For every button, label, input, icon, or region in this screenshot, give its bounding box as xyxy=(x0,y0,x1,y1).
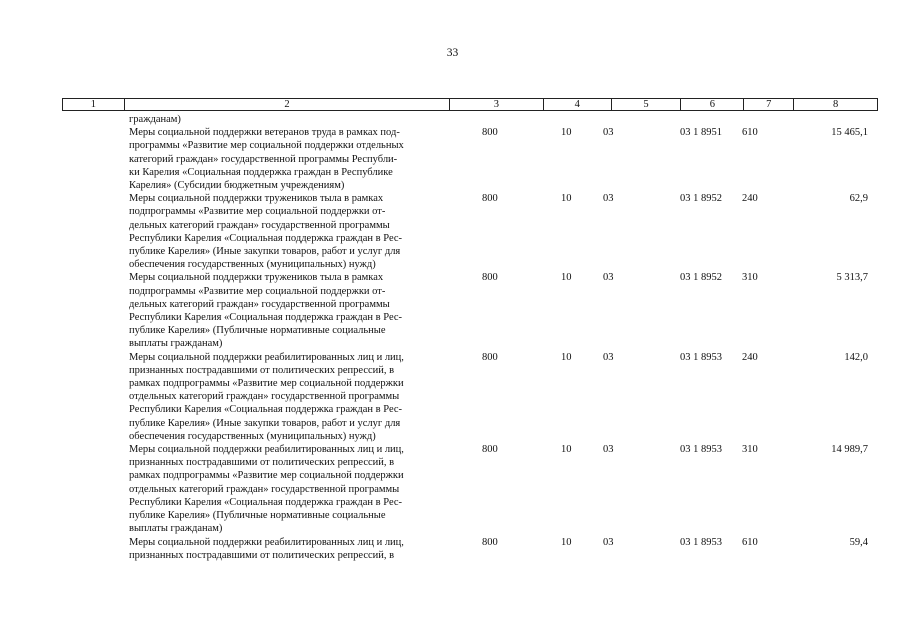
row-description xyxy=(62,443,456,535)
row-description xyxy=(62,536,456,562)
row-c3: 800 xyxy=(482,444,498,456)
table-row xyxy=(62,271,878,350)
continuation-text: гражданам) xyxy=(129,114,181,125)
header-col-5: 5 xyxy=(611,99,681,110)
description-line: Меры социальной поддержки ветеранов труда в рамках под- xyxy=(129,127,400,139)
description-line: дельных категорий граждан» государственной программы xyxy=(129,219,390,231)
row-c3: 800 xyxy=(482,351,498,363)
row-c8: 15 465,1 xyxy=(831,127,868,139)
header-col-1: 1 xyxy=(90,99,97,110)
description-line: Меры социальной поддержки реабилитированных лиц и лиц, xyxy=(129,536,404,548)
description-line: Республики Карелия «Социальная поддержка граждан в Рес- xyxy=(129,496,403,508)
description-line: Меры социальной поддержки тружеников тыла в рамках xyxy=(129,272,384,284)
row-c4: 10 xyxy=(561,444,572,456)
row-c7: 610 xyxy=(742,536,758,548)
row-c6: 03 1 8952 xyxy=(680,193,722,205)
row-c7: 240 xyxy=(742,193,758,205)
row-description xyxy=(62,351,456,443)
row-c6: 03 1 8951 xyxy=(680,127,722,139)
description-line: публике Карелия» (Публичные нормативные социальные xyxy=(129,325,386,337)
description-line: отдельных категорий граждан» государственной программы xyxy=(129,391,400,403)
row-c4: 10 xyxy=(561,193,572,205)
description-line: Меры социальной поддержки реабилитированных лиц и лиц, xyxy=(129,444,404,456)
description-line: признанных пострадавшими от политических репрессий, в xyxy=(129,364,395,376)
row-c5: 03 xyxy=(603,193,614,205)
description-line: отдельных категорий граждан» государственной программы xyxy=(129,483,400,495)
description-line: подпрограммы «Развитие мер социальной поддержки от- xyxy=(129,285,386,297)
description-line: Республики Карелия «Социальная поддержка граждан в Рес- xyxy=(129,312,403,324)
row-c7: 240 xyxy=(742,351,758,363)
description-line: подпрограммы «Развитие мер социальной поддержки от- xyxy=(129,206,386,218)
header-col-8: 8 xyxy=(793,99,877,110)
row-c5: 03 xyxy=(603,272,614,284)
rows-container xyxy=(62,126,878,562)
row-c8: 14 989,7 xyxy=(831,444,868,456)
description-line: рамках подпрограммы «Развитие мер социальной поддержки xyxy=(129,378,404,390)
header-col-7: 7 xyxy=(743,99,793,110)
row-description xyxy=(62,126,456,192)
row-c5: 03 xyxy=(603,536,614,548)
row-c3: 800 xyxy=(482,536,498,548)
description-line: публике Карелия» (Иные закупки товаров, работ и услуг для xyxy=(129,246,401,258)
description-line: дельных категорий граждан» государственной программы xyxy=(129,298,390,310)
table-row xyxy=(62,192,878,271)
row-c5: 03 xyxy=(603,444,614,456)
table-row xyxy=(62,443,878,535)
description-line: признанных пострадавшими от политических репрессий, в xyxy=(129,457,395,469)
row-c8: 62,9 xyxy=(849,193,868,205)
description-line: публике Карелия» (Публичные нормативные социальные xyxy=(129,510,386,522)
description-line: ки Карелия «Социальная поддержка граждан в Республике xyxy=(129,166,393,178)
table-row xyxy=(62,126,878,192)
row-c6: 03 1 8952 xyxy=(680,272,722,284)
description-line: рамках подпрограммы «Развитие мер социальной поддержки xyxy=(129,470,404,482)
row-c7: 310 xyxy=(742,444,758,456)
row-c6: 03 1 8953 xyxy=(680,444,722,456)
description-line: выплаты гражданам) xyxy=(129,338,223,350)
row-c6: 03 1 8953 xyxy=(680,351,722,363)
row-c4: 10 xyxy=(561,351,572,363)
description-line: Республики Карелия «Социальная поддержка граждан в Рес- xyxy=(129,232,403,244)
row-description xyxy=(62,271,456,350)
description-line: обеспечения государственных (муниципальных) нужд) xyxy=(129,430,376,442)
description-line: выплаты гражданам) xyxy=(129,523,223,535)
description-line: Республики Карелия «Социальная поддержка граждан в Рес- xyxy=(129,404,403,416)
row-description xyxy=(62,192,456,271)
header-col-3: 3 xyxy=(449,99,543,110)
table-row xyxy=(62,351,878,443)
row-c4: 10 xyxy=(561,272,572,284)
description-line: публике Карелия» (Иные закупки товаров, работ и услуг для xyxy=(129,417,401,429)
header-col-6: 6 xyxy=(680,99,743,110)
row-c7: 610 xyxy=(742,127,758,139)
row-c5: 03 xyxy=(603,127,614,139)
table-header xyxy=(62,98,878,111)
row-c8: 59,4 xyxy=(849,536,868,548)
description-line: Меры социальной поддержки реабилитированных лиц и лиц, xyxy=(129,351,404,363)
header-col-2: 2 xyxy=(124,99,449,110)
description-line: обеспечения государственных (муниципальных) нужд) xyxy=(129,259,376,271)
row-c5: 03 xyxy=(603,351,614,363)
row-c7: 310 xyxy=(742,272,758,284)
row-c3: 800 xyxy=(482,127,498,139)
row-c8: 5 313,7 xyxy=(836,272,868,284)
description-line: программы «Развитие мер социальной поддержки отдельных xyxy=(129,140,404,152)
row-c3: 800 xyxy=(482,272,498,284)
page-number: 33 xyxy=(446,47,459,59)
description-line: Меры социальной поддержки тружеников тыла в рамках xyxy=(129,193,384,205)
row-c8: 142,0 xyxy=(844,351,868,363)
description-line: признанных пострадавшими от политических репрессий, в xyxy=(129,549,395,561)
description-line: категорий граждан» государственной программы Республи- xyxy=(129,153,398,165)
header-col-4: 4 xyxy=(543,99,611,110)
row-c6: 03 1 8953 xyxy=(680,536,722,548)
description-line: Карелия» (Субсидии бюджетным учреждениям) xyxy=(129,180,345,192)
continuation-row xyxy=(62,113,878,126)
row-c4: 10 xyxy=(561,127,572,139)
row-c4: 10 xyxy=(561,536,572,548)
table-body xyxy=(62,113,878,562)
table-row xyxy=(62,536,878,562)
row-c3: 800 xyxy=(482,193,498,205)
